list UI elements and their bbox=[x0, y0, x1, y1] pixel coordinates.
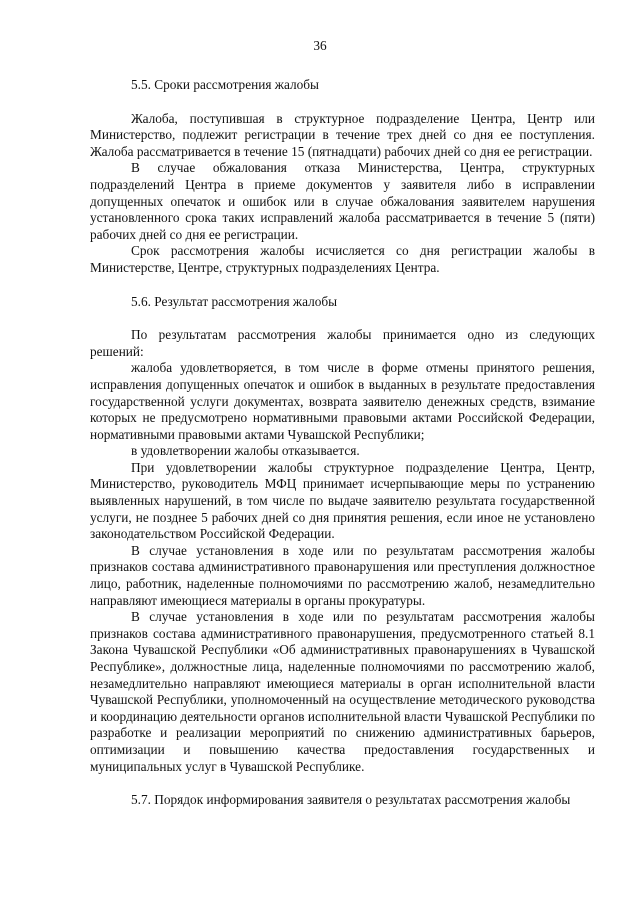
paragraph: При удовлетворении жалобы структурное подразделение Центра, Центр, Министерство, руководитель МФЦ принимает исчерпывающие меры по устранению выявленных нарушений, в том числе по выдаче заявителю результата государственной услуги, не позднее 5 рабочих дней со дня принятия решения, если иное не установлено законодательством Российской Федерации. bbox=[90, 459, 595, 542]
paragraph: В случае установления в ходе или по результатам рассмотрения жалобы признаков состава административного правонарушения или преступления должностное лицо, работник, наделенные полномочиями по рассмотрению жалоб, незамедлительно направляют имеющиеся материалы в органы прокуратуры. bbox=[90, 542, 595, 608]
paragraph: Жалоба, поступившая в структурное подразделение Центра, Центр или Министерство, подлежит регистрации в течение трех дней со дня ее поступления. Жалоба рассматривается в течение 15 (пятнадцати) рабочих дней со дня ее регистрации. bbox=[90, 110, 595, 159]
section-heading-5-5: 5.5. Сроки рассмотрения жалобы bbox=[131, 77, 319, 92]
page-number: 36 bbox=[313, 38, 327, 53]
paragraph: в удовлетворении жалобы отказывается. bbox=[131, 443, 360, 459]
paragraph: Срок рассмотрения жалобы исчисляется со дня регистрации жалобы в Министерстве, Центре, структурных подразделениях Центра. bbox=[90, 243, 595, 275]
paragraph: жалоба удовлетворяется, в том числе в форме отмены принятого решения, исправления допущенных опечаток и ошибок в выданных в результате предоставления государственной услуги документах, возврата заявителю денежных средств, взимание которых не предусмотрено нормативными правовыми актами Российской Федерации, нормативными правовыми актами Чувашской Республики; bbox=[90, 360, 595, 442]
paragraph: В случае обжалования отказа Министерства, Центра, структурных подразделений Центра в приеме документов у заявителя либо в исправлении допущенных опечаток и ошибок или в случае обжалования заявителем нарушения установленного срока таких исправлений жалоба рассматривается в течение 5 (пяти) рабочих дней со дня ее регистрации. bbox=[90, 160, 595, 242]
section-heading-5-7: 5.7. Порядок информирования заявителя о результатах рассмотрения жалобы bbox=[131, 792, 571, 808]
paragraph: По результатам рассмотрения жалобы принимается одно из следующих решений: bbox=[90, 327, 595, 359]
paragraph: В случае установления в ходе или по результатам рассмотрения жалобы признаков состава административного правонарушения, предусмотренного статьей 8.1 Закона Чувашской Республики «Об административных правонарушениях в Чувашской Республике», должностные лица, наделенные полномочиями по рассмотрению жалоб, незамедлительно направляют имеющиеся материалы в орган исполнительной власти Чувашской Республики, уполномоченный на осуществление методического руководства и координацию деятельности органов исполнительной власти Чувашской Республики по разработке и реализации мероприятий по снижению административных барьеров, оптимизации и повышению качества предоставления государственных и муниципальных услуг в Чувашской Республике. bbox=[90, 609, 595, 774]
page-content bbox=[90, 77, 595, 809]
section-heading-5-6: 5.6. Результат рассмотрения жалобы bbox=[131, 293, 338, 309]
